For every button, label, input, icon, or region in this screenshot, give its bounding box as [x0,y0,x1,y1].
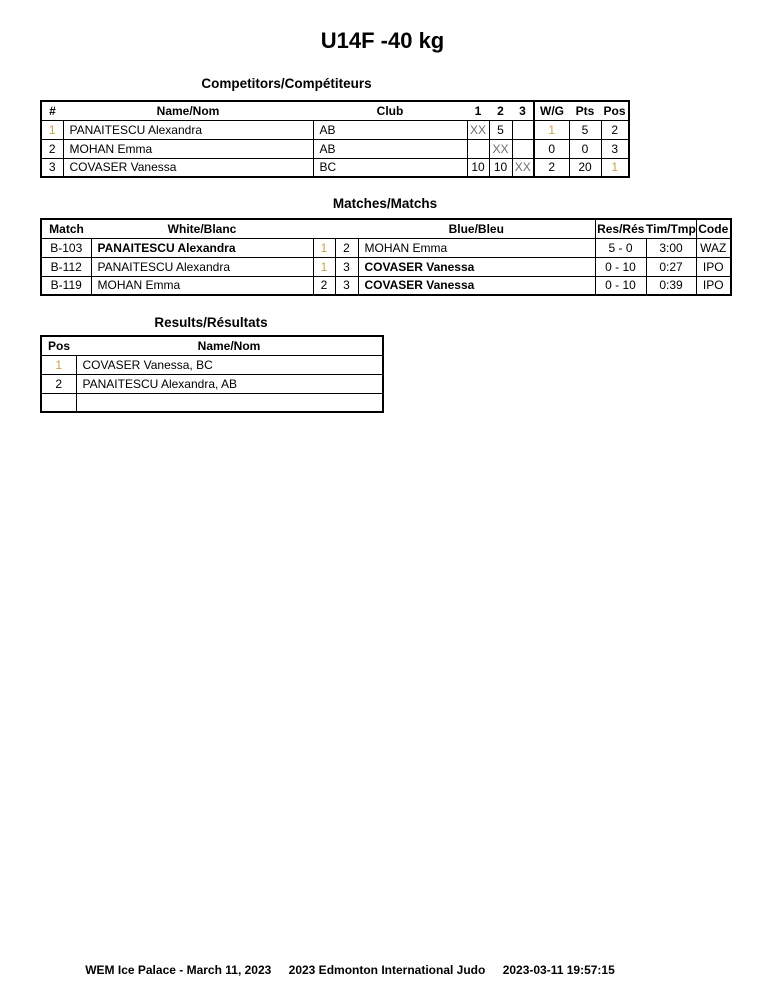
col-header-white: White/Blanc [91,219,313,238]
competitor-number: 1 [41,120,63,139]
blue-number: 3 [335,276,358,295]
white-number: 1 [313,238,335,257]
competitor-row [41,158,629,177]
match-id: B-103 [41,238,91,257]
round2-score: 10 [489,158,512,177]
round1-score: XX [467,120,489,139]
blue-number: 3 [335,257,358,276]
footer-timestamp: 2023-03-11 19:57:15 [502,963,615,977]
result-name [76,393,383,412]
competitor-row [41,120,629,139]
match-row [41,276,731,295]
position-value: 2 [601,120,629,139]
white-number: 2 [313,276,335,295]
match-code: IPO [696,276,731,295]
competitors-header-row [41,101,629,120]
matches-table [40,218,732,296]
points-value: 20 [569,158,601,177]
col-header-white-num [313,219,335,238]
round3-score: XX [512,158,534,177]
round1-score [467,139,489,158]
competitor-club: BC [313,158,467,177]
white-competitor: PANAITESCU Alexandra [91,238,313,257]
results-header-row [41,336,383,355]
competitors-table [40,100,630,178]
result-row [41,393,383,412]
footer-venue-date: WEM Ice Palace - March 11, 2023 [85,963,272,977]
match-time: 0:39 [646,276,696,295]
competitor-name: MOHAN Emma [63,139,313,158]
competitor-number: 2 [41,139,63,158]
result-row [41,355,383,374]
competitor-row [41,139,629,158]
match-result: 5 - 0 [595,238,646,257]
col-header-blue: Blue/Bleu [358,219,595,238]
wins-value: 1 [534,120,569,139]
col-header-points: Pts [569,101,601,120]
match-result: 0 - 10 [595,257,646,276]
result-position: 2 [41,374,76,393]
page-title: U14F -40 kg [320,28,445,53]
round2-score: XX [489,139,512,158]
competitor-club: AB [313,120,467,139]
white-competitor: PANAITESCU Alexandra [91,257,313,276]
blue-competitor: MOHAN Emma [358,238,595,257]
col-header-round1: 1 [467,101,489,120]
result-name: PANAITESCU Alexandra, AB [76,374,383,393]
match-row [41,257,731,276]
white-number: 1 [313,257,335,276]
result-name: COVASER Vanessa, BC [76,355,383,374]
round1-score: 10 [467,158,489,177]
round3-score [512,139,534,158]
wins-value: 0 [534,139,569,158]
col-header-position: Pos [601,101,629,120]
col-header-club: Club [313,101,467,120]
points-value: 5 [569,120,601,139]
competitor-number: 3 [41,158,63,177]
results-heading: Results/Résultats [154,315,268,330]
matches-heading: Matches/Matchs [332,196,438,211]
col-header-name: Name/Nom [63,101,313,120]
match-code: WAZ [696,238,731,257]
col-header-result: Res/Rés [595,219,646,238]
col-header-match: Match [41,219,91,238]
competitor-club: AB [313,139,467,158]
wins-value: 2 [534,158,569,177]
page-footer [0,963,700,977]
round2-score: 5 [489,120,512,139]
position-value: 1 [601,158,629,177]
matches-header-row [41,219,731,238]
result-position: 1 [41,355,76,374]
competitor-name: PANAITESCU Alexandra [63,120,313,139]
points-value: 0 [569,139,601,158]
col-header-code: Code [696,219,731,238]
results-table [40,335,384,413]
col-header-wins: W/G [534,101,569,120]
competitors-heading: Competitors/Compétiteurs [201,76,372,91]
blue-number: 2 [335,238,358,257]
round3-score [512,120,534,139]
col-header-num: # [41,101,63,120]
match-row [41,238,731,257]
match-result: 0 - 10 [595,276,646,295]
col-header-blue-num [335,219,358,238]
col-header-round2: 2 [489,101,512,120]
white-competitor: MOHAN Emma [91,276,313,295]
position-value: 3 [601,139,629,158]
match-time: 0:27 [646,257,696,276]
match-id: B-119 [41,276,91,295]
result-row [41,374,383,393]
match-code: IPO [696,257,731,276]
col-header-name: Name/Nom [76,336,383,355]
col-header-round3: 3 [512,101,534,120]
blue-competitor: COVASER Vanessa [358,276,595,295]
col-header-time: Tim/Tmp [646,219,696,238]
match-id: B-112 [41,257,91,276]
col-header-position: Pos [41,336,76,355]
footer-event-name: 2023 Edmonton International Judo [288,963,486,977]
blue-competitor: COVASER Vanessa [358,257,595,276]
match-time: 3:00 [646,238,696,257]
competitor-name: COVASER Vanessa [63,158,313,177]
result-position [41,393,76,412]
